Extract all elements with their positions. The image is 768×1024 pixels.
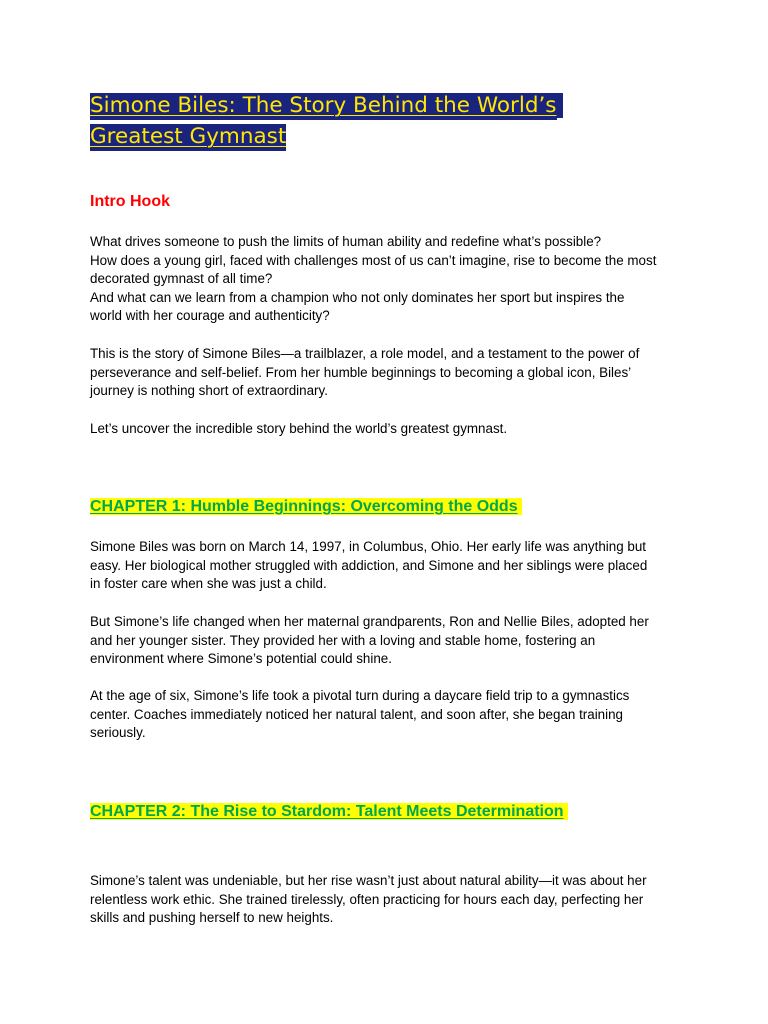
paragraph-line: decorated gymnast of all time? <box>90 271 273 287</box>
title-line-2: Greatest Gymnast <box>90 124 287 149</box>
intro-questions-paragraph <box>90 233 690 326</box>
title-line-1: Simone Biles: The Story Behind the World’s <box>90 93 557 118</box>
paragraph-line: journey is nothing short of extraordinary. <box>90 383 328 399</box>
paragraph-line: But Simone’s life changed when her maternal grandparents, Ron and Nellie Biles, adopted her <box>90 614 649 629</box>
paragraph-line: Let’s uncover the incredible story behind the world’s greatest gymnast. <box>90 421 508 436</box>
chapter-2-heading <box>90 801 568 822</box>
chapter-1-paragraph-1 <box>90 538 690 594</box>
intro-story-paragraph <box>90 345 690 401</box>
paragraph-line: relentless work ethic. She trained tirelessly, often practicing for hours each day, perfecting her <box>90 891 644 907</box>
paragraph-line: What drives someone to push the limits of human ability and redefine what’s possible? <box>90 234 602 249</box>
paragraph-line: At the age of six, Simone’s life took a pivotal turn during a daycare field trip to a gymnastics <box>90 688 630 703</box>
chapter-2-heading-text: CHAPTER 2: The Rise to Stardom: Talent Meets Determination <box>90 803 564 820</box>
paragraph-line: skills and pushing herself to new heights. <box>90 910 334 926</box>
paragraph-line: perseverance and self-belief. From her humble beginnings to becoming a global icon, Biles’ <box>90 364 632 380</box>
paragraph-line: environment where Simone’s potential could shine. <box>90 651 392 667</box>
chapter-1-heading-text: CHAPTER 1: Humble Beginnings: Overcoming the Odds <box>90 498 518 515</box>
paragraph-line: This is the story of Simone Biles—a trailblazer, a role model, and a testament to the power of <box>90 346 640 361</box>
chapter-1-heading <box>90 496 522 517</box>
paragraph-line: And what can we learn from a champion who not only dominates her sport but inspires the <box>90 289 625 305</box>
paragraph-line: and her younger sister. They provided her with a loving and stable home, fostering an <box>90 632 596 648</box>
intro-uncover-paragraph <box>90 420 690 439</box>
paragraph-line: easy. Her biological mother struggled with addiction, and Simone and her siblings were placed <box>90 557 648 573</box>
paragraph-line: world with her courage and authenticity? <box>90 308 330 324</box>
paragraph-line: Simone Biles was born on March 14, 1997, in Columbus, Ohio. Her early life was anything but <box>90 539 646 554</box>
intro-heading: Intro Hook <box>90 193 170 210</box>
chapter-1-paragraph-2 <box>90 613 690 669</box>
paragraph-line: seriously. <box>90 725 146 741</box>
chapter-1-paragraph-3 <box>90 687 690 743</box>
paragraph-line: Simone’s talent was undeniable, but her rise wasn’t just about natural ability—it was about her <box>90 873 647 888</box>
paragraph-line: center. Coaches immediately noticed her natural talent, and soon after, she began training <box>90 706 623 722</box>
paragraph-line: How does a young girl, faced with challenges most of us can’t imagine, rise to become the most <box>90 252 657 268</box>
paragraph-line: in foster care when she was just a child. <box>90 576 327 592</box>
document-title <box>90 90 690 152</box>
chapter-2-paragraph-1 <box>90 872 690 928</box>
